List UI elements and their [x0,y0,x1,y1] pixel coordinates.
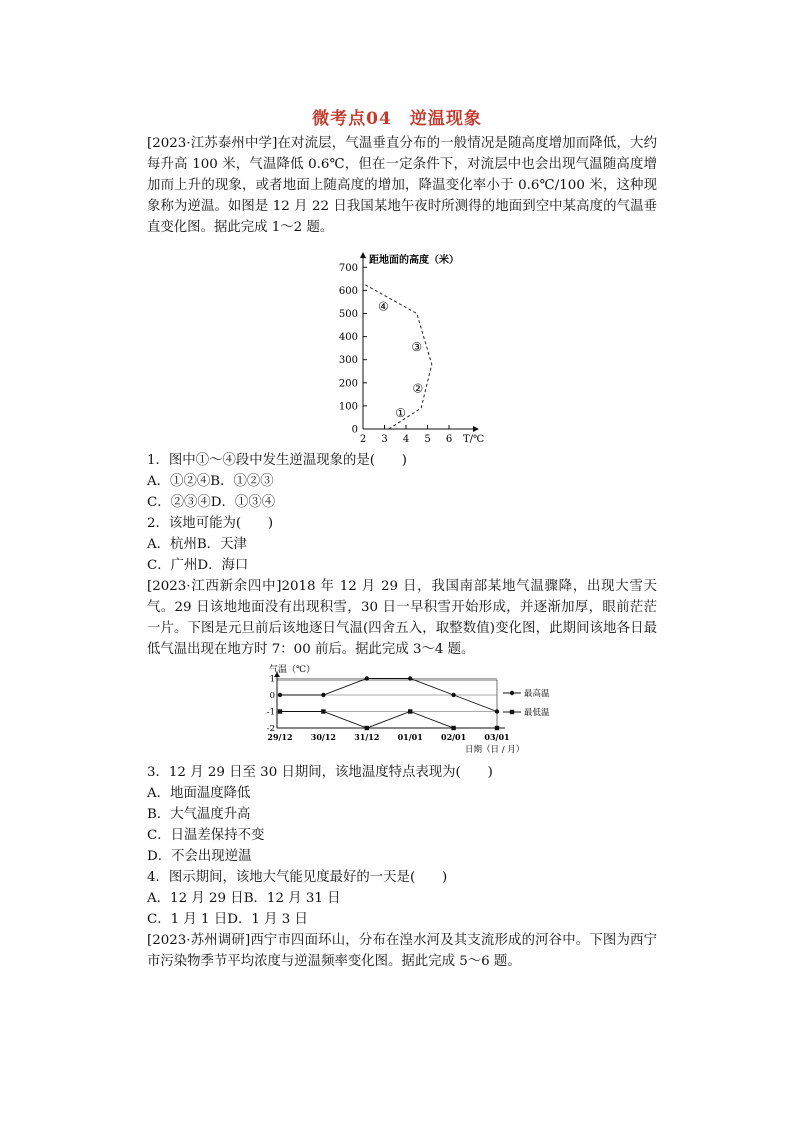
chart2-xlabel: 日期（日 / 月） [465,745,525,755]
chart2-y-tick-label: -1 [266,707,275,718]
chart1-x-tick-label: 2 [359,434,367,445]
chart2-legend-label: 最高温 [524,689,550,699]
chart2-max-temp-point [495,709,499,713]
question-1-options-cd: C．②③④D．①③④ [147,495,276,510]
daily-temperature-chart [265,662,565,762]
question-1: 1．图中①～④段中发生逆温现象的是( ) [147,453,407,468]
chart1-y-tick-label: 0 [351,424,358,436]
chart1-segment-label: ① [395,405,407,420]
question-3-option-a: A．地面温度降低 [147,786,251,801]
chart1-x-tick-label: 6 [445,434,453,445]
chart2-ylabel: 气温（℃） [269,665,316,675]
question-4-options-ab: A．12 月 29 日B．12 月 31 日 [147,891,341,906]
chart1-segment-label: ④ [378,299,389,314]
chart2-max-temp-point [408,676,412,680]
chart2-max-temp-point [278,693,282,697]
chart1-x-tick-label: 3 [381,434,388,445]
chart2-legend-label: 最低温 [524,708,550,718]
chart2-y-tick-label: 1 [269,674,275,685]
chart2-x-tick-label: 31/12 [354,732,380,742]
question-3: 3．12 月 29 日至 30 日期间，该地温度特点表现为( ) [147,765,493,780]
question-1-options-ab: A．①②④B．①②③ [147,474,274,489]
chart2-y-tick-label: 0 [269,691,275,701]
question-3-option-b: B．大气温度升高 [147,807,251,822]
intro-paragraph-3: [2023·苏州调研]西宁市四面环山，分布在湟水河及其支流形成的河谷中。下图为西宁市污染物季节平均浓度与逆温频率变化图。据此完成 5～6 题。 [147,933,657,969]
chart2-min-temp-point [408,709,412,713]
chart1-ylabel: 距地面的高度（米） [369,255,459,266]
chart1-segment-label: ③ [411,339,423,354]
chart2-legend-marker [510,710,514,714]
chart2-min-temp-point [451,726,455,730]
chart2-min-temp-point [365,726,369,730]
question-3-option-d: D．不会出现逆温 [147,849,252,864]
chart2-x-tick-label: 30/12 [310,732,336,742]
chart1-y-tick-label: 300 [338,355,358,367]
chart1-y-tick-label: 100 [338,401,358,413]
chart1-y-tick-label: 500 [338,309,358,320]
intro-paragraph-2: [2023·江西新余四中]2018 年 12 月 29 日，我国南部某地气温骤降，出现大雪天气。29 日该地地面没有出现积雪，30 日一早积雪开始形成，并逐渐加厚，眼前茫茫一片。下图是元旦前后该地逐日气温(四舍五入，取整数值)变化图，此期间该地各日最低气温出现在地方时 7：00 前后。据此完成 3～4 题。 [147,579,657,657]
chart2-min-temp-point [495,726,499,730]
chart1-segment-label: ② [412,381,424,396]
intro-paragraph-1: [2023·江苏泰州中学]在对流层，气温垂直分布的一般情况是随高度增加而降低，大约每升高 100 米，气温降低 0.6℃，但在一定条件下，对流层中也会出现气温随高度增加而上升的现象，或者地面上随高度的增加，降温变化率小于 0.6℃/100 米，这种现象称为逆温。如图是 12 月 22 日我国某地午夜时所测得的地面到空中某高度的气温垂直变化图。据此完成 1～2 题。 [147,136,657,235]
chart1-xlabel: T/℃ [463,434,485,445]
chart1-x-axis-arrow [473,426,479,432]
chart1-x-tick-label: 5 [424,434,431,445]
chart2-x-tick-label: 03/01 [484,732,510,742]
chart2-min-temp-point [278,709,282,713]
chart2-y-tick-label: -2 [266,724,275,734]
question-4: 4．图示期间，该地大气能见度最好的一天是( ) [147,870,448,885]
chart1-x-tick-label: 4 [402,434,410,445]
question-2-options-cd: C．广州D．海口 [147,558,249,573]
chart2-x-tick-label: 01/01 [397,732,423,742]
chart2-max-temp-point [321,693,325,697]
page-title: 微考点04 逆温现象 [312,109,482,129]
chart2-min-temp-point [321,709,325,713]
chart2-max-temp-point [451,693,455,697]
chart2-x-tick-label: 02/01 [441,732,467,742]
chart1-y-tick-label: 400 [338,332,358,344]
chart2-x-tick-label: 29/12 [267,732,293,742]
question-3-option-c: C．日温差保持不变 [147,828,265,843]
chart1-y-tick-label: 700 [338,262,358,274]
chart2-legend-marker [510,691,514,695]
chart2-max-temp-point [365,676,369,680]
question-2-options-ab: A．杭州B．天津 [147,537,247,552]
question-2: 2．该地可能为( ) [147,516,274,531]
question-4-options-cd: C．1 月 1 日D．1 月 3 日 [147,912,308,927]
chart1-y-axis-arrow [360,252,366,258]
altitude-temperature-chart [325,250,500,450]
chart1-y-tick-label: 200 [338,378,358,390]
chart2-min-temp-line [280,712,497,729]
chart1-y-tick-label: 600 [338,285,358,297]
